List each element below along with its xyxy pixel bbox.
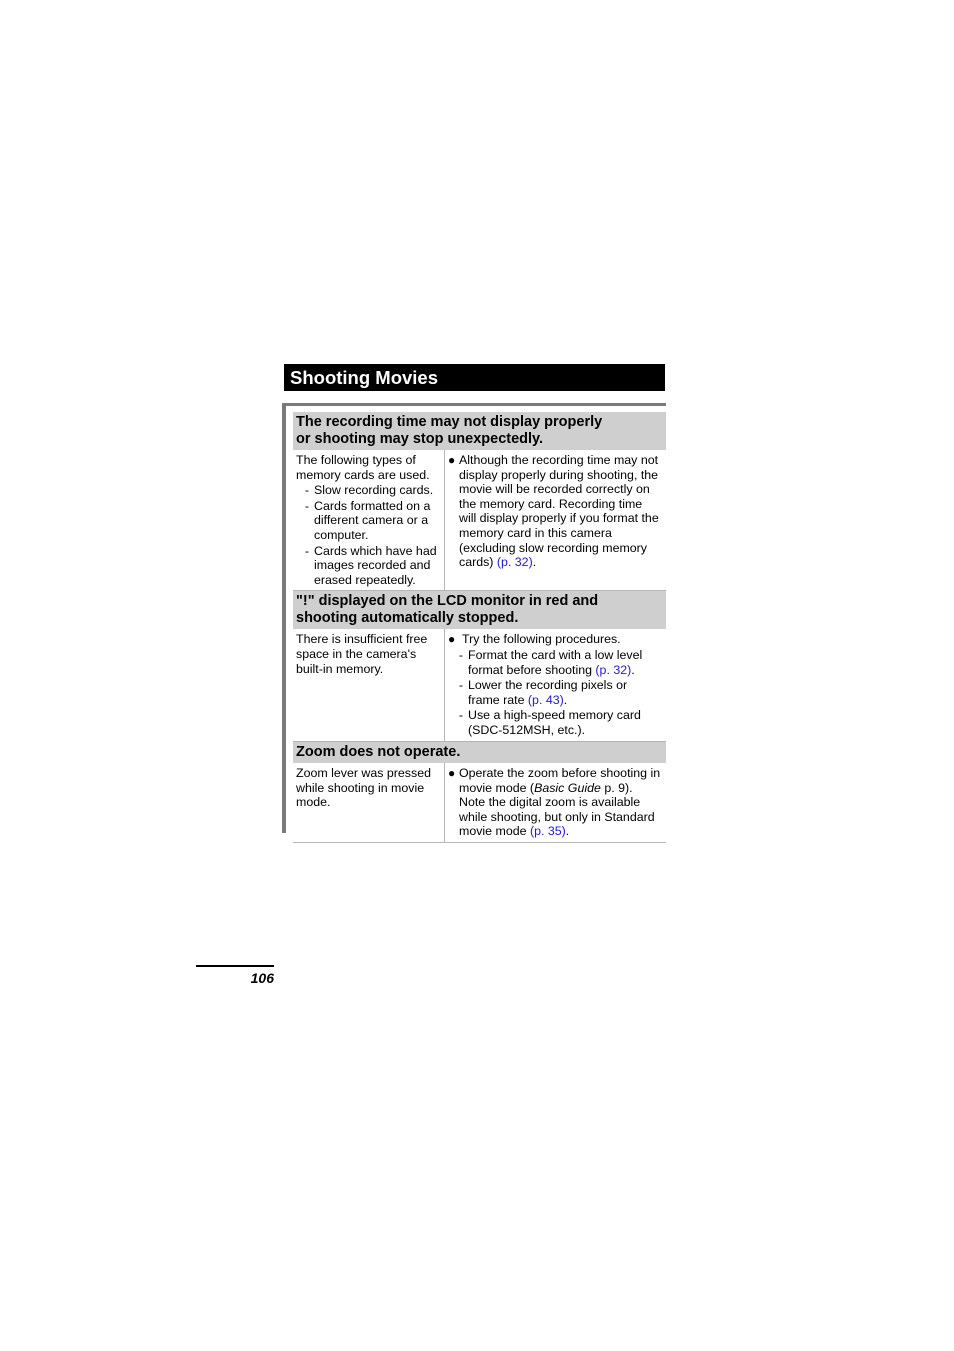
page-link[interactable]: (p. 32) xyxy=(595,662,632,677)
solution-cell xyxy=(445,763,666,842)
solution-item-text xyxy=(468,648,662,677)
page-number: 106 xyxy=(250,970,274,986)
solution-text xyxy=(459,766,662,839)
problem-header-line: shooting automatically stopped. xyxy=(296,609,519,626)
cause-cell xyxy=(293,450,445,590)
solution-text: Try the following procedures. xyxy=(462,632,621,647)
section-title: Shooting Movies xyxy=(284,364,665,391)
solution-item xyxy=(448,648,662,677)
solution-body: Although the recording time may not display properly during shooting, the movie will be recorded correctly on the memory card. Recording time will display properly if you format the memory card in this camera (excluding slow recording memory cards) xyxy=(459,453,659,570)
cause-text: There is insufficient free space in the camera's built-in memory. xyxy=(296,632,428,676)
problem-header xyxy=(293,742,666,764)
table-row xyxy=(293,629,666,741)
cause-item-text: Cards formatted on a different camera or a computer. xyxy=(314,498,431,542)
cause-item-text: Slow recording cards. xyxy=(314,483,434,498)
dash: - xyxy=(304,543,309,558)
sidebar-rule xyxy=(282,403,286,833)
dash: - xyxy=(458,678,463,693)
problem-header-line: Zoom does not operate. xyxy=(296,743,461,760)
page-link[interactable]: (p. 43) xyxy=(527,692,564,707)
cause-text: Zoom lever was pressed while shooting in movie mode. xyxy=(296,766,431,810)
cause-item xyxy=(296,483,441,498)
dash: - xyxy=(458,708,463,723)
cause-cell xyxy=(293,763,445,842)
solution-bullet xyxy=(448,632,662,647)
solution-item-body: Lower the recording pixels or frame rate xyxy=(468,678,628,707)
bullet-icon: ● xyxy=(448,766,456,780)
solution-item-text: Use a high-speed memory card (SDC-512MSH, etc.). xyxy=(468,708,641,737)
solution-period: . xyxy=(563,692,568,707)
troubleshooting-table xyxy=(293,412,666,843)
solution-body: Operate the zoom before shooting in movie mode ( xyxy=(459,766,661,795)
page-link[interactable]: (p. 35) xyxy=(529,824,566,839)
solution-item-body: Format the card with a low level format before shooting xyxy=(468,647,643,677)
top-rule xyxy=(286,403,666,406)
guide-reference: Basic Guide xyxy=(534,780,601,795)
problem-header-line: "!" displayed on the LCD monitor in red and xyxy=(296,593,599,610)
solution-item-text xyxy=(468,678,662,707)
bullet-icon: ● xyxy=(448,453,456,467)
solution-bullet xyxy=(448,766,662,839)
footer-rule xyxy=(196,965,274,967)
table-row xyxy=(293,763,666,843)
cause-item-text: Cards which have had images recorded and erased repeatedly. xyxy=(314,543,437,587)
cause-item xyxy=(296,544,441,588)
solution-item xyxy=(448,708,662,737)
problem-header xyxy=(293,591,666,629)
cause-item xyxy=(296,499,441,543)
cause-text: The following types of memory cards are used. xyxy=(296,453,430,482)
solution-bullet xyxy=(448,453,662,570)
solution-period: . xyxy=(565,824,570,839)
problem-header xyxy=(293,412,666,450)
solution-item xyxy=(448,678,662,707)
problem-header-line: or shooting may stop unexpectedly. xyxy=(296,430,544,447)
dash: - xyxy=(304,498,309,513)
cause-cell xyxy=(293,629,445,740)
bullet-icon: ● xyxy=(448,632,456,647)
solution-period: . xyxy=(532,555,537,570)
dash: - xyxy=(458,647,463,662)
dash: - xyxy=(304,483,309,498)
problem-header-line: The recording time may not display properly xyxy=(296,414,603,430)
solution-cell xyxy=(445,450,666,590)
page-link[interactable]: (p. 32) xyxy=(496,555,533,570)
solution-period: . xyxy=(631,662,635,677)
solution-text xyxy=(459,453,662,570)
solution-body: p. 9). Note the digital zoom is available while shooting, but only in Standard movie mode xyxy=(459,780,655,839)
solution-cell xyxy=(445,629,666,740)
table-row xyxy=(293,450,666,591)
